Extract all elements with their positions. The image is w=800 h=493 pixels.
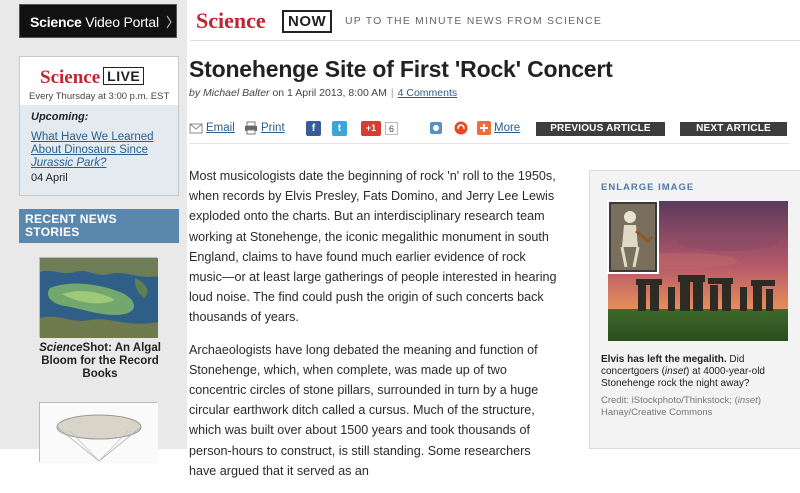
previous-article-button[interactable]: PREVIOUS ARTICLE <box>536 122 665 136</box>
credit-text-1: Credit: iStockphoto/Thinkstock; ( <box>601 395 738 406</box>
dish-structure-image <box>40 403 158 463</box>
byline-author: Michael Balter <box>203 87 270 99</box>
chevron-right-icon <box>166 13 172 31</box>
video-portal-banner[interactable] <box>19 4 177 38</box>
story2-thumbnail[interactable] <box>39 402 157 462</box>
byline-separator: | <box>390 87 394 99</box>
story1-headline[interactable] <box>36 342 164 381</box>
video-portal-label: Video Portal <box>85 14 159 30</box>
comments-link[interactable]: 4 Comments <box>397 87 458 99</box>
credit-text-2: ) Hanay/Creative Commons <box>601 395 761 418</box>
plus-icon <box>477 121 491 135</box>
email-label: Email <box>206 122 235 134</box>
stonehenge-photo[interactable] <box>608 201 788 341</box>
bookmark-share-icon <box>429 121 443 135</box>
science-live-wordmark: Science <box>40 67 101 88</box>
google-plus-icon: +1 <box>361 121 381 136</box>
article-paragraph-2: Archaeologists have long debated the meaning and function of Stonehenge, which, when complete, was made up of two concentric circles of stone pillars, surrounded in turn by a huge circular earthwork ditch called a cursus. Much of the structure, which was built over about 1500 years and took thousands of person-hours to construct, is still standing. Some researchers have argued that it served as an <box>189 342 539 478</box>
science-live-logo[interactable] <box>40 67 144 89</box>
enlarge-image-link[interactable]: ENLARGE IMAGE <box>601 182 695 193</box>
upcoming-date: 04 April <box>31 172 68 184</box>
story1-headline-italic: Science <box>39 342 83 354</box>
algal-bloom-thumbnail[interactable] <box>39 257 157 337</box>
story1-headline-rest: Shot: An Algal Bloom for the Record Books <box>41 342 161 380</box>
article-toolbar <box>189 120 789 138</box>
delicious-share-button[interactable] <box>429 120 446 136</box>
print-label: Print <box>261 122 285 134</box>
caption-headline: Elvis has left the megalith. <box>601 354 727 365</box>
more-share-button[interactable] <box>477 120 520 136</box>
live-badge: LIVE <box>103 67 144 85</box>
envelope-icon <box>189 121 203 135</box>
now-badge[interactable]: NOW <box>282 10 332 33</box>
left-sidebar <box>0 0 187 449</box>
byline <box>189 87 457 99</box>
video-portal-science: Science <box>30 14 82 30</box>
email-button[interactable] <box>189 120 235 136</box>
figure-credit <box>601 395 793 419</box>
upcoming-chat-link[interactable] <box>31 131 171 170</box>
figure-caption <box>601 354 793 390</box>
caption-inset: inset <box>664 366 687 377</box>
stumbleupon-icon <box>454 121 468 135</box>
toolbar-divider <box>189 143 789 144</box>
header-divider <box>190 40 800 41</box>
article-title: Stonehenge Site of First 'Rock' Concert <box>189 56 613 82</box>
science-now-header <box>196 8 796 36</box>
caption-text-2: ) at 4000-year-old Stonehenge rock the night away? <box>601 366 765 389</box>
upcoming-link-text: What Have We Learned About Dinosaurs Since <box>31 131 154 156</box>
science-wordmark[interactable]: Science <box>196 8 266 33</box>
byline-date: on 1 April 2013, 8:00 AM <box>269 87 387 99</box>
article-figure <box>589 170 800 449</box>
byline-by: by <box>189 87 204 99</box>
satellite-map-image <box>40 258 158 338</box>
upcoming-label: Upcoming: <box>31 111 89 123</box>
header-tagline: UP TO THE MINUTE NEWS FROM SCIENCE <box>345 15 603 27</box>
print-button[interactable] <box>244 120 285 136</box>
upcoming-link-italic: Jurassic Park? <box>31 157 107 169</box>
twitter-share-button[interactable] <box>332 120 347 136</box>
article-paragraph-1: Most musicologists date the beginning of rock 'n' roll to the 1950s, when records by Elvis Presley, Fats Domino, and Jerry Lee Lewis exploded onto the charts. But an interdisciplinary research team working at Stonehenge, the iconic megalithic monument in south England, claims to have found much earlier evidence of rock music—or at least large gatherings of people interested in hearing loud noise. The find could push the origin of such concerts back thousands of years. <box>189 169 557 325</box>
recent-news-heading: RECENT NEWS STORIES <box>19 209 179 243</box>
article-body <box>189 166 561 493</box>
stumbleupon-share-button[interactable] <box>454 120 471 136</box>
next-article-button[interactable]: NEXT ARTICLE <box>680 122 787 136</box>
facebook-share-button[interactable] <box>306 120 321 136</box>
printer-icon <box>244 121 258 135</box>
live-schedule: Every Thursday at 3:00 p.m. EST <box>29 91 170 102</box>
more-label: More <box>494 122 521 134</box>
twitter-icon: t <box>332 121 347 136</box>
stonehenge-sunset-image <box>608 201 788 341</box>
credit-inset: inset <box>737 395 758 406</box>
google-plus-button[interactable] <box>361 120 398 136</box>
caption-text-1: Did concertgoers ( <box>601 354 745 377</box>
science-live-box <box>19 56 179 196</box>
facebook-icon: f <box>306 121 321 136</box>
google-plus-count: 6 <box>385 122 398 135</box>
